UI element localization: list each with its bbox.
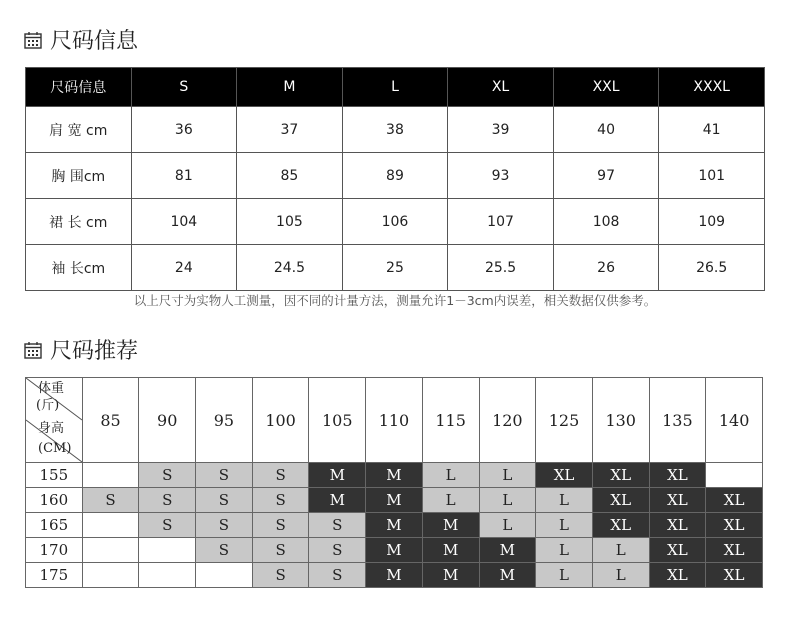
size-recommend-cell <box>82 513 139 538</box>
measure-value: 106 <box>342 199 448 245</box>
height-cell: 170 <box>26 538 83 563</box>
size-table-row <box>26 199 765 245</box>
measure-value: 105 <box>237 199 343 245</box>
size-recommend-cell: L <box>422 488 479 513</box>
size-recommend-cell: S <box>196 463 253 488</box>
calendar-grid-icon <box>24 31 42 49</box>
weight-header-cell: 120 <box>479 378 536 463</box>
weight-header-row <box>26 378 763 463</box>
measure-label: 肩 宽 cm <box>26 107 132 153</box>
size-table-row <box>26 107 765 153</box>
size-info-heading <box>24 24 138 55</box>
measure-value: 36 <box>131 107 237 153</box>
size-recommend-table <box>25 377 763 588</box>
weight-header-cell: 125 <box>536 378 593 463</box>
size-recommend-cell: S <box>139 463 196 488</box>
size-recommend-cell: M <box>479 538 536 563</box>
size-recommend-cell <box>139 538 196 563</box>
height-row <box>26 488 763 513</box>
weight-unit: (斤) <box>36 398 60 413</box>
size-recommend-cell: S <box>252 538 309 563</box>
size-recommend-cell: XL <box>592 488 649 513</box>
measurement-note: 以上尺寸为实物人工测量，因不同的计量方法，测量允许1－3cm内误差，相关数据仅供参考。 <box>133 293 657 308</box>
weight-header-cell: 95 <box>196 378 253 463</box>
height-row <box>26 513 763 538</box>
size-recommend-cell: M <box>309 463 366 488</box>
weight-header-cell: 90 <box>139 378 196 463</box>
size-recommend-cell <box>196 563 253 588</box>
size-recommend-cell <box>82 538 139 563</box>
size-recommend-cell: M <box>479 563 536 588</box>
size-recommend-cell: S <box>139 488 196 513</box>
size-recommend-cell: S <box>252 463 309 488</box>
size-recommend-cell <box>82 463 139 488</box>
height-cell: 160 <box>26 488 83 513</box>
size-header-cell: S <box>131 68 237 107</box>
height-row <box>26 538 763 563</box>
measure-value: 39 <box>448 107 554 153</box>
measure-value: 108 <box>553 199 659 245</box>
height-row <box>26 563 763 588</box>
section-title-text: 尺码推荐 <box>50 339 139 364</box>
measure-value: 89 <box>342 153 448 199</box>
measure-value: 37 <box>237 107 343 153</box>
size-recommend-cell: S <box>196 538 253 563</box>
measure-label: 裙 长 cm <box>26 199 132 245</box>
size-recommend-cell: M <box>422 513 479 538</box>
size-recommend-cell: S <box>309 513 366 538</box>
size-recommend-cell: M <box>422 563 479 588</box>
size-header-cell: XL <box>448 68 554 107</box>
measure-value: 104 <box>131 199 237 245</box>
weight-header-cell: 100 <box>252 378 309 463</box>
size-recommend-cell: XL <box>649 488 706 513</box>
size-recommend-cell: XL <box>536 463 593 488</box>
measure-value: 38 <box>342 107 448 153</box>
height-cell: 175 <box>26 563 83 588</box>
size-recommend-cell: S <box>252 563 309 588</box>
size-recommend-cell: XL <box>649 563 706 588</box>
measure-value: 26.5 <box>659 245 765 291</box>
size-header-cell: L <box>342 68 448 107</box>
weight-header-cell: 105 <box>309 378 366 463</box>
weight-header-cell: 110 <box>366 378 423 463</box>
measure-value: 101 <box>659 153 765 199</box>
height-cell: 165 <box>26 513 83 538</box>
height-unit: (CM) <box>38 441 72 456</box>
weight-header-cell: 85 <box>82 378 139 463</box>
size-recommend-cell: XL <box>649 538 706 563</box>
size-recommend-cell: XL <box>649 513 706 538</box>
calendar-grid-icon <box>24 341 42 359</box>
size-recommend-cell: L <box>536 513 593 538</box>
section-title-text: 尺码信息 <box>50 29 139 54</box>
size-recommend-cell: L <box>536 563 593 588</box>
size-recommend-cell: XL <box>706 538 763 563</box>
measure-value: 24.5 <box>237 245 343 291</box>
size-recommend-cell <box>139 563 196 588</box>
size-recommend-cell: S <box>82 488 139 513</box>
measure-label: 胸 围cm <box>26 153 132 199</box>
measure-value: 40 <box>553 107 659 153</box>
size-recommend-cell: M <box>366 463 423 488</box>
weight-header-cell: 130 <box>592 378 649 463</box>
size-info-table <box>25 67 765 291</box>
size-table-header-row <box>26 68 765 107</box>
size-recommend-cell: S <box>252 488 309 513</box>
measure-value: 109 <box>659 199 765 245</box>
size-recommend-cell: L <box>592 538 649 563</box>
measure-value: 107 <box>448 199 554 245</box>
size-recommend-cell: M <box>366 563 423 588</box>
corner-cell <box>26 378 83 463</box>
size-recommend-cell <box>82 563 139 588</box>
weight-header-cell: 140 <box>706 378 763 463</box>
measure-value: 26 <box>553 245 659 291</box>
size-header-label: 尺码信息 <box>26 68 132 107</box>
size-recommend-cell: M <box>366 538 423 563</box>
size-recommend-cell: M <box>422 538 479 563</box>
size-recommend-cell: S <box>252 513 309 538</box>
size-recommend-cell: L <box>479 488 536 513</box>
size-recommend-cell: S <box>196 513 253 538</box>
height-cell: 155 <box>26 463 83 488</box>
size-recommend-cell: XL <box>592 463 649 488</box>
size-recommend-cell: XL <box>649 463 706 488</box>
measure-value: 93 <box>448 153 554 199</box>
size-recommend-cell: S <box>309 538 366 563</box>
size-table-row <box>26 153 765 199</box>
size-recommend-cell: S <box>196 488 253 513</box>
size-recommend-cell: L <box>592 563 649 588</box>
size-recommend-cell: S <box>139 513 196 538</box>
size-recommend-cell: L <box>536 538 593 563</box>
measure-value: 25 <box>342 245 448 291</box>
measure-value: 41 <box>659 107 765 153</box>
size-recommend-cell: L <box>422 463 479 488</box>
size-header-cell: XXXL <box>659 68 765 107</box>
size-header-cell: M <box>237 68 343 107</box>
size-recommend-cell: L <box>536 488 593 513</box>
size-recommend-cell: XL <box>592 513 649 538</box>
size-recommend-cell: L <box>479 513 536 538</box>
size-recommend-heading <box>24 334 138 365</box>
weight-header-cell: 115 <box>422 378 479 463</box>
size-recommend-cell: M <box>366 488 423 513</box>
measure-value: 97 <box>553 153 659 199</box>
weight-header-cell: 135 <box>649 378 706 463</box>
size-recommend-cell: XL <box>706 488 763 513</box>
measure-value: 25.5 <box>448 245 554 291</box>
measure-value: 85 <box>237 153 343 199</box>
height-row <box>26 463 763 488</box>
size-recommend-cell: XL <box>706 563 763 588</box>
size-recommend-cell: L <box>479 463 536 488</box>
size-recommend-cell <box>706 463 763 488</box>
measure-value: 24 <box>131 245 237 291</box>
height-label: 身高 <box>38 421 65 436</box>
size-recommend-cell: M <box>309 488 366 513</box>
size-recommend-cell: S <box>309 563 366 588</box>
size-recommend-cell: M <box>366 513 423 538</box>
measure-label: 袖 长cm <box>26 245 132 291</box>
size-recommend-cell: XL <box>706 513 763 538</box>
measure-value: 81 <box>131 153 237 199</box>
size-header-cell: XXL <box>553 68 659 107</box>
weight-label: 体重 <box>38 381 65 396</box>
size-table-row <box>26 245 765 291</box>
